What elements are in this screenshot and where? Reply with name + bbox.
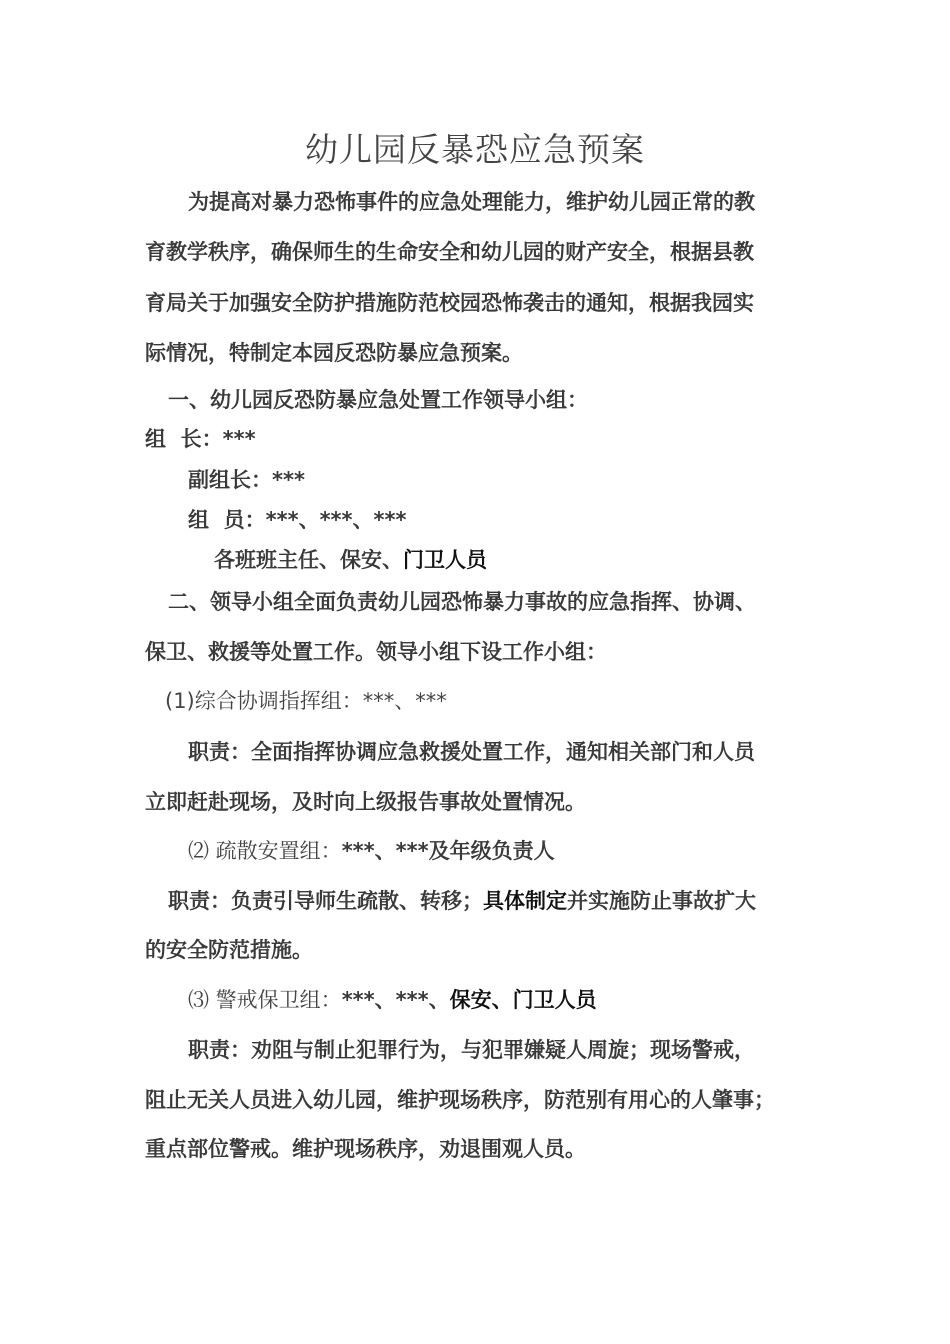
section2-heading-1: 二、领导小组全面负责幼儿园恐怖暴力事故的应急指挥、协调、	[168, 590, 756, 614]
group3-duty-3: 重点部位警戒。维护现场秩序，劝退围观人员。	[145, 1137, 586, 1161]
others-line	[214, 544, 487, 574]
group2-duty-prefix: 职责：负责引导师生疏散、转移；	[168, 889, 483, 913]
intro-line-4: 际情况，特制定本园反恐防暴应急预案。	[145, 341, 523, 365]
group3-name-bold: ***、***、	[341, 988, 450, 1012]
others-prefix: 各班班主任、保安、	[214, 548, 403, 572]
members-line: 组 员：***、***、***	[188, 508, 407, 532]
group1-name: (1)综合协调指挥组：***、***	[165, 689, 447, 713]
group3-duty-2: 阻止无关人员进入幼儿园，维护现场秩序，防范别有用心的人肇事；	[145, 1088, 775, 1112]
group2-duty-suffix: 并实施防止事故扩大	[567, 889, 756, 913]
group3-name-normal: ⑶ 警戒保卫组：	[188, 988, 342, 1012]
others-bold: 门卫人员	[403, 548, 487, 572]
group3-name	[188, 984, 597, 1014]
group3-name-dark: 保安、门卫人员	[449, 988, 597, 1012]
section2-heading-2: 保卫、救援等处置工作。领导小组下设工作小组：	[145, 640, 607, 664]
deputy-line: 副组长：***	[188, 468, 305, 492]
group2-name-bold: ***、***及年级负责人	[341, 839, 555, 863]
group2-duty-dark: 具体制定	[483, 889, 567, 913]
section1-heading: 一、幼儿园反恐防暴应急处置工作领导小组：	[168, 388, 588, 412]
group2-name	[188, 835, 555, 865]
group2-duty-1	[168, 885, 756, 915]
group2-duty-2: 的安全防范措施。	[145, 938, 313, 962]
document-title: 幼儿园反暴恐应急预案	[305, 130, 645, 169]
intro-line-2: 育教学秩序，确保师生的生命安全和幼儿园的财产安全，根据县教	[145, 240, 754, 264]
group2-name-normal: ⑵ 疏散安置组：	[188, 839, 342, 863]
group1-duty-1: 职责：全面指挥协调应急救援处置工作，通知相关部门和人员	[188, 740, 755, 764]
group3-duty-1: 职责：劝阻与制止犯罪行为，与犯罪嫌疑人周旋；现场警戒，	[188, 1038, 755, 1062]
group1-duty-2: 立即赶赴现场，及时向上级报告事故处置情况。	[145, 790, 586, 814]
intro-line-3: 育局关于加强安全防护措施防范校园恐怖袭击的通知，根据我园实	[145, 291, 754, 315]
intro-line-1: 为提高对暴力恐怖事件的应急处理能力，维护幼儿园正常的教	[188, 190, 755, 214]
leader-line: 组 长：***	[145, 427, 256, 451]
